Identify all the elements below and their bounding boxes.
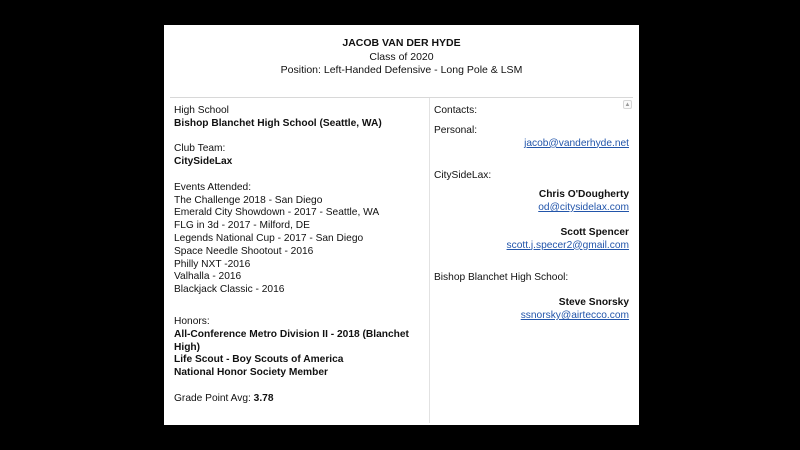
club-label: Club Team: bbox=[174, 143, 226, 155]
club-value: CitySideLax bbox=[174, 156, 233, 168]
club-contact-name: Chris O'Dougherty bbox=[538, 189, 629, 201]
profile-column bbox=[174, 105, 429, 406]
club-contacts-label: CitySideLax: bbox=[434, 170, 492, 182]
event-item: Philly NXT -2016 bbox=[174, 258, 251, 270]
column-divider bbox=[429, 98, 430, 423]
document-header bbox=[164, 37, 639, 78]
events-label: Events Attended: bbox=[174, 181, 252, 193]
gpa-line bbox=[174, 393, 429, 406]
event-item: The Challenge 2018 - San Diego bbox=[174, 194, 323, 206]
contacts-column bbox=[434, 105, 629, 323]
club-contact-email-link[interactable]: od@citysidelax.com bbox=[538, 201, 629, 213]
personal-label: Personal: bbox=[434, 124, 478, 136]
contacts-label: Contacts: bbox=[434, 105, 478, 116]
school-label: High School bbox=[174, 105, 229, 116]
event-item: Valhalla - 2016 bbox=[174, 271, 242, 283]
school-value: Bishop Blanchet High School (Seattle, WA) bbox=[174, 117, 382, 129]
school-contacts-label: Bishop Blanchet High School: bbox=[434, 272, 569, 284]
player-name: JACOB VAN DER HYDE bbox=[342, 37, 461, 49]
gpa-value: 3.78 bbox=[253, 392, 274, 404]
club-contact-email-link[interactable]: scott.j.specer2@gmail.com bbox=[506, 239, 629, 251]
event-item: Space Needle Shootout - 2016 bbox=[174, 245, 314, 257]
chevron-up-icon[interactable]: ▲ bbox=[624, 102, 631, 108]
player-position: Position: Left-Handed Defensive - Long Pole & LSM bbox=[280, 64, 523, 76]
honor-item: National Honor Society Member bbox=[174, 367, 328, 379]
club-contact-name: Scott Spencer bbox=[560, 226, 629, 238]
event-item: Emerald City Showdown - 2017 - Seattle, WA bbox=[174, 207, 380, 219]
event-item: Blackjack Classic - 2016 bbox=[174, 284, 285, 296]
document-page bbox=[164, 25, 639, 425]
honor-item: All-Conference Metro Division II - 2018 (Blanchet High) bbox=[174, 328, 409, 353]
event-item: Legends National Cup - 2017 - San Diego bbox=[174, 232, 364, 244]
event-item: FLG in 3d - 2017 - Milford, DE bbox=[174, 220, 310, 232]
honors-label: Honors: bbox=[174, 315, 210, 327]
gpa-label: Grade Point Avg: bbox=[174, 392, 254, 404]
honor-item: Life Scout - Boy Scouts of America bbox=[174, 354, 344, 366]
school-contact-email-link[interactable]: ssnorsky@airtecco.com bbox=[520, 309, 629, 321]
personal-email-link[interactable]: jacob@vanderhyde.net bbox=[524, 137, 629, 149]
header-divider bbox=[170, 97, 633, 98]
school-contact-name: Steve Snorsky bbox=[558, 297, 629, 309]
class-year: Class of 2020 bbox=[369, 50, 434, 63]
